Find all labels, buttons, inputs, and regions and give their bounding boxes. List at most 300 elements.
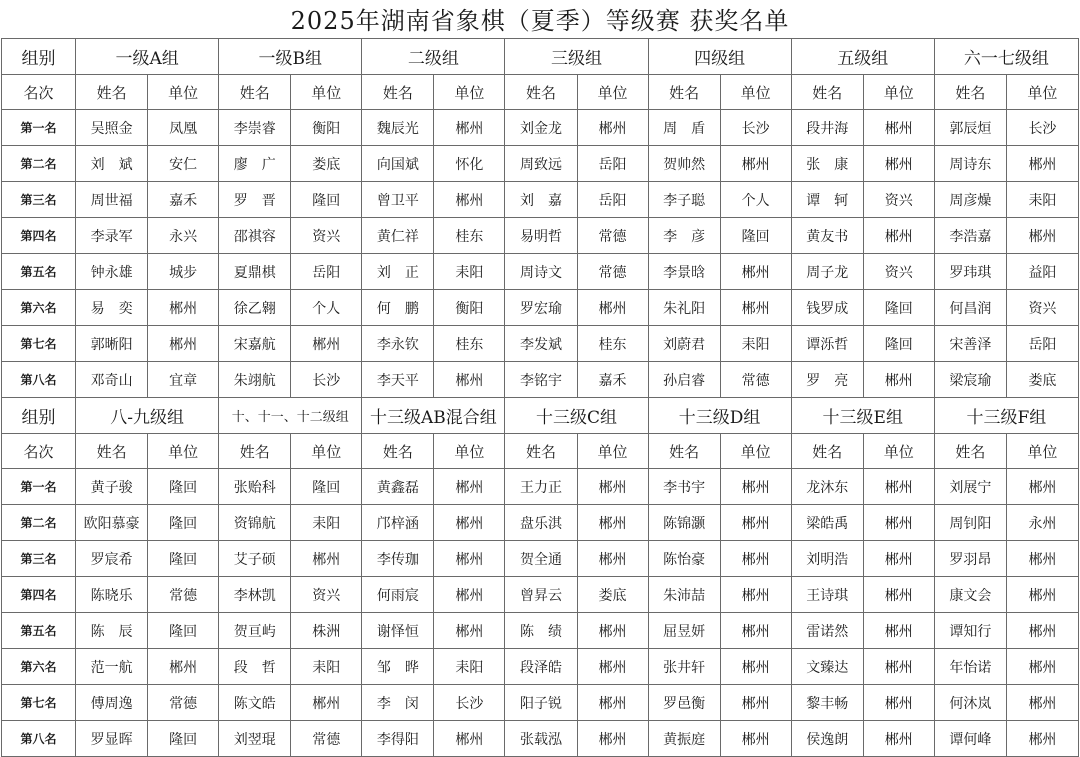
player-name: 廖 广 xyxy=(219,146,291,182)
player-unit: 耒阳 xyxy=(291,649,362,685)
player-unit: 长沙 xyxy=(434,685,505,721)
table-row xyxy=(2,505,1079,541)
player-name: 谭何峰 xyxy=(934,721,1006,757)
player-name: 资锦航 xyxy=(219,505,291,541)
player-name: 周钊阳 xyxy=(934,505,1006,541)
player-unit: 郴州 xyxy=(720,505,791,541)
player-name: 魏辰光 xyxy=(362,110,434,146)
player-name: 邹 晔 xyxy=(362,649,434,685)
unit-header: 单位 xyxy=(148,434,219,469)
player-name: 何 鹏 xyxy=(362,290,434,326)
player-name: 陈晓乐 xyxy=(76,577,148,613)
player-name: 罗显晖 xyxy=(76,721,148,757)
table-row xyxy=(2,254,1079,290)
player-unit: 长沙 xyxy=(720,110,791,146)
player-name: 夏鼎棋 xyxy=(219,254,291,290)
player-name: 罗玮琪 xyxy=(934,254,1006,290)
rank-cell: 第六名 xyxy=(2,290,76,326)
name-header: 姓名 xyxy=(934,434,1006,469)
player-name: 谭知行 xyxy=(934,613,1006,649)
player-unit: 郴州 xyxy=(863,362,934,398)
table-row xyxy=(2,218,1079,254)
rank-cell: 第二名 xyxy=(2,505,76,541)
player-name: 欧阳慕豪 xyxy=(76,505,148,541)
player-unit: 郴州 xyxy=(434,577,505,613)
player-name: 钱罗成 xyxy=(791,290,863,326)
group-name: 三级组 xyxy=(505,39,648,75)
player-name: 易明哲 xyxy=(505,218,577,254)
player-unit: 郴州 xyxy=(863,110,934,146)
player-unit: 郴州 xyxy=(577,469,648,505)
player-unit: 郴州 xyxy=(720,721,791,757)
player-unit: 隆回 xyxy=(720,218,791,254)
player-name: 邵祺容 xyxy=(219,218,291,254)
unit-header: 单位 xyxy=(720,75,791,110)
player-unit: 常德 xyxy=(720,362,791,398)
player-name: 朱礼阳 xyxy=(648,290,720,326)
player-name: 傅周逸 xyxy=(76,685,148,721)
player-unit: 郴州 xyxy=(863,505,934,541)
player-name: 徐乙翱 xyxy=(219,290,291,326)
player-name: 李崇睿 xyxy=(219,110,291,146)
table-row xyxy=(2,685,1079,721)
player-unit: 郴州 xyxy=(1006,613,1078,649)
player-unit: 个人 xyxy=(291,290,362,326)
player-unit: 郴州 xyxy=(1006,685,1078,721)
group-name: 十三级C组 xyxy=(505,398,648,434)
group-name: 四级组 xyxy=(648,39,791,75)
unit-header: 单位 xyxy=(291,434,362,469)
player-name: 罗宏瑜 xyxy=(505,290,577,326)
player-unit: 岳阳 xyxy=(577,182,648,218)
page-title: 2025年湖南省象棋（夏季）等级赛 获奖名单 xyxy=(290,7,790,35)
player-unit: 桂东 xyxy=(434,218,505,254)
name-header: 姓名 xyxy=(505,75,577,110)
player-unit: 郴州 xyxy=(1006,577,1078,613)
section-header-row xyxy=(2,398,1079,434)
group-name: 一级A组 xyxy=(76,39,219,75)
table-row xyxy=(2,362,1079,398)
rank-cell: 第三名 xyxy=(2,182,76,218)
player-unit: 郴州 xyxy=(720,577,791,613)
rank-cell: 第二名 xyxy=(2,146,76,182)
player-unit: 资兴 xyxy=(1006,290,1078,326)
player-name: 贺全通 xyxy=(505,541,577,577)
player-unit: 郴州 xyxy=(148,290,219,326)
player-name: 李林凯 xyxy=(219,577,291,613)
name-header: 姓名 xyxy=(791,434,863,469)
player-name: 周致远 xyxy=(505,146,577,182)
name-header: 姓名 xyxy=(219,75,291,110)
table-row xyxy=(2,721,1079,757)
player-name: 梁皓禹 xyxy=(791,505,863,541)
player-unit: 郴州 xyxy=(863,649,934,685)
player-unit: 隆回 xyxy=(148,613,219,649)
player-unit: 耒阳 xyxy=(434,254,505,290)
player-unit: 郴州 xyxy=(434,505,505,541)
unit-header: 单位 xyxy=(1006,75,1078,110)
player-name: 陈锦灏 xyxy=(648,505,720,541)
player-unit: 长沙 xyxy=(1006,110,1078,146)
player-unit: 郴州 xyxy=(863,218,934,254)
group-name: 十、十一、十二级组 xyxy=(219,398,362,434)
player-unit: 郴州 xyxy=(1006,146,1078,182)
group-name: 十三级F组 xyxy=(934,398,1078,434)
player-name: 陈 绩 xyxy=(505,613,577,649)
name-header: 姓名 xyxy=(76,434,148,469)
player-name: 龙沐东 xyxy=(791,469,863,505)
group-name: 十三级D组 xyxy=(648,398,791,434)
player-unit: 耒阳 xyxy=(291,505,362,541)
player-name: 李浩嘉 xyxy=(934,218,1006,254)
player-name: 张贻科 xyxy=(219,469,291,505)
player-name: 贺亘屿 xyxy=(219,613,291,649)
player-unit: 常德 xyxy=(291,721,362,757)
player-unit: 娄底 xyxy=(291,146,362,182)
player-unit: 郴州 xyxy=(577,649,648,685)
player-name: 刘金龙 xyxy=(505,110,577,146)
player-name: 王力正 xyxy=(505,469,577,505)
player-unit: 郴州 xyxy=(863,577,934,613)
player-unit: 郴州 xyxy=(1006,469,1078,505)
player-name: 吴照金 xyxy=(76,110,148,146)
table-row xyxy=(2,182,1079,218)
unit-header: 单位 xyxy=(720,434,791,469)
player-name: 罗宸希 xyxy=(76,541,148,577)
player-name: 李永钦 xyxy=(362,326,434,362)
player-name: 黄鑫磊 xyxy=(362,469,434,505)
table-row xyxy=(2,577,1079,613)
name-header: 姓名 xyxy=(791,75,863,110)
column-header-row xyxy=(2,434,1079,469)
player-name: 王诗琪 xyxy=(791,577,863,613)
player-unit: 郴州 xyxy=(148,326,219,362)
player-unit: 郴州 xyxy=(863,146,934,182)
player-unit: 衡阳 xyxy=(434,290,505,326)
player-unit: 郴州 xyxy=(434,110,505,146)
rank-cell: 第四名 xyxy=(2,577,76,613)
player-name: 刘翌琨 xyxy=(219,721,291,757)
table-row xyxy=(2,290,1079,326)
player-unit: 耒阳 xyxy=(1006,182,1078,218)
name-header: 姓名 xyxy=(648,75,720,110)
player-unit: 郴州 xyxy=(577,505,648,541)
player-name: 何昌润 xyxy=(934,290,1006,326)
player-unit: 个人 xyxy=(720,182,791,218)
player-name: 刘 斌 xyxy=(76,146,148,182)
unit-header: 单位 xyxy=(1006,434,1078,469)
player-name: 曾昇云 xyxy=(505,577,577,613)
player-unit: 郴州 xyxy=(720,541,791,577)
player-name: 刘 嘉 xyxy=(505,182,577,218)
player-name: 谭 轲 xyxy=(791,182,863,218)
rank-cell: 第七名 xyxy=(2,685,76,721)
player-unit: 郴州 xyxy=(577,685,648,721)
player-unit: 郴州 xyxy=(1006,218,1078,254)
player-name: 宋嘉航 xyxy=(219,326,291,362)
rank-cell: 第五名 xyxy=(2,613,76,649)
player-name: 李铭宇 xyxy=(505,362,577,398)
player-unit: 郴州 xyxy=(863,685,934,721)
player-unit: 隆回 xyxy=(863,290,934,326)
rank-cell: 第一名 xyxy=(2,110,76,146)
player-unit: 郴州 xyxy=(577,110,648,146)
player-unit: 郴州 xyxy=(863,469,934,505)
player-name: 段泽皓 xyxy=(505,649,577,685)
player-name: 黄振庭 xyxy=(648,721,720,757)
player-unit: 资兴 xyxy=(863,254,934,290)
rank-cell: 第一名 xyxy=(2,469,76,505)
player-name: 刘展宁 xyxy=(934,469,1006,505)
player-unit: 隆回 xyxy=(863,326,934,362)
table-row xyxy=(2,110,1079,146)
unit-header: 单位 xyxy=(863,75,934,110)
player-unit: 郴州 xyxy=(434,362,505,398)
player-name: 李 闵 xyxy=(362,685,434,721)
player-name: 屈昱妍 xyxy=(648,613,720,649)
player-unit: 郴州 xyxy=(434,613,505,649)
player-name: 郭晰阳 xyxy=(76,326,148,362)
player-name: 陈 辰 xyxy=(76,613,148,649)
player-name: 雷诺然 xyxy=(791,613,863,649)
group-label: 组别 xyxy=(2,39,76,75)
rank-header: 名次 xyxy=(2,75,76,110)
player-name: 范一航 xyxy=(76,649,148,685)
player-unit: 长沙 xyxy=(291,362,362,398)
table-row xyxy=(2,146,1079,182)
player-name: 李传珈 xyxy=(362,541,434,577)
player-unit: 耒阳 xyxy=(720,326,791,362)
player-name: 易 奕 xyxy=(76,290,148,326)
player-unit: 常德 xyxy=(148,685,219,721)
player-unit: 郴州 xyxy=(148,649,219,685)
player-unit: 益阳 xyxy=(1006,254,1078,290)
table-row xyxy=(2,649,1079,685)
player-name: 刘明浩 xyxy=(791,541,863,577)
name-header: 姓名 xyxy=(934,75,1006,110)
player-unit: 郴州 xyxy=(720,649,791,685)
player-name: 陈怡豪 xyxy=(648,541,720,577)
player-name: 阳子锐 xyxy=(505,685,577,721)
player-unit: 安仁 xyxy=(148,146,219,182)
player-unit: 郴州 xyxy=(434,721,505,757)
unit-header: 单位 xyxy=(863,434,934,469)
player-name: 李书宇 xyxy=(648,469,720,505)
player-name: 康文会 xyxy=(934,577,1006,613)
player-unit: 常德 xyxy=(577,254,648,290)
player-unit: 郴州 xyxy=(291,326,362,362)
rank-cell: 第六名 xyxy=(2,649,76,685)
player-name: 何沐岚 xyxy=(934,685,1006,721)
player-unit: 隆回 xyxy=(148,505,219,541)
player-name: 谭泺哲 xyxy=(791,326,863,362)
player-unit: 隆回 xyxy=(291,469,362,505)
name-header: 姓名 xyxy=(219,434,291,469)
player-unit: 嘉禾 xyxy=(577,362,648,398)
name-header: 姓名 xyxy=(505,434,577,469)
table-row xyxy=(2,613,1079,649)
player-unit: 岳阳 xyxy=(1006,326,1078,362)
player-unit: 永州 xyxy=(1006,505,1078,541)
unit-header: 单位 xyxy=(577,434,648,469)
player-name: 周彦燥 xyxy=(934,182,1006,218)
player-name: 黄友书 xyxy=(791,218,863,254)
rank-cell: 第八名 xyxy=(2,721,76,757)
player-unit: 衡阳 xyxy=(291,110,362,146)
player-unit: 郴州 xyxy=(720,254,791,290)
player-name: 李子聪 xyxy=(648,182,720,218)
player-name: 郭辰烜 xyxy=(934,110,1006,146)
player-unit: 资兴 xyxy=(863,182,934,218)
player-unit: 郴州 xyxy=(863,613,934,649)
player-name: 侯逸朗 xyxy=(791,721,863,757)
player-unit: 郴州 xyxy=(577,613,648,649)
player-unit: 郴州 xyxy=(1006,541,1078,577)
player-name: 黄子骏 xyxy=(76,469,148,505)
player-name: 黎丰畅 xyxy=(791,685,863,721)
name-header: 姓名 xyxy=(648,434,720,469)
player-name: 黄仁祥 xyxy=(362,218,434,254)
player-name: 李得阳 xyxy=(362,721,434,757)
player-name: 邝梓涵 xyxy=(362,505,434,541)
player-name: 贺帅然 xyxy=(648,146,720,182)
group-name: 五级组 xyxy=(791,39,934,75)
player-unit: 资兴 xyxy=(291,218,362,254)
player-unit: 郴州 xyxy=(863,721,934,757)
group-label: 组别 xyxy=(2,398,76,434)
player-unit: 桂东 xyxy=(434,326,505,362)
rank-cell: 第五名 xyxy=(2,254,76,290)
player-unit: 资兴 xyxy=(291,577,362,613)
name-header: 姓名 xyxy=(76,75,148,110)
table-row xyxy=(2,326,1079,362)
player-unit: 岳阳 xyxy=(577,146,648,182)
player-name: 钟永雄 xyxy=(76,254,148,290)
unit-header: 单位 xyxy=(434,75,505,110)
player-unit: 城步 xyxy=(148,254,219,290)
player-name: 向国斌 xyxy=(362,146,434,182)
section-header-row xyxy=(2,39,1079,75)
player-unit: 郴州 xyxy=(1006,721,1078,757)
rank-cell: 第三名 xyxy=(2,541,76,577)
player-unit: 郴州 xyxy=(434,182,505,218)
player-name: 宋善泽 xyxy=(934,326,1006,362)
player-unit: 隆回 xyxy=(148,541,219,577)
group-name: 二级组 xyxy=(362,39,505,75)
player-name: 张井轩 xyxy=(648,649,720,685)
player-unit: 宜章 xyxy=(148,362,219,398)
player-name: 罗邑衡 xyxy=(648,685,720,721)
player-name: 周诗文 xyxy=(505,254,577,290)
unit-header: 单位 xyxy=(434,434,505,469)
player-unit: 耒阳 xyxy=(434,649,505,685)
group-name: 十三级AB混合组 xyxy=(362,398,505,434)
player-name: 文臻达 xyxy=(791,649,863,685)
group-name: 一级B组 xyxy=(219,39,362,75)
player-unit: 郴州 xyxy=(720,146,791,182)
player-name: 朱翊航 xyxy=(219,362,291,398)
player-name: 孙启睿 xyxy=(648,362,720,398)
player-name: 段井海 xyxy=(791,110,863,146)
player-name: 罗 亮 xyxy=(791,362,863,398)
player-unit: 郴州 xyxy=(720,469,791,505)
player-name: 梁宸瑜 xyxy=(934,362,1006,398)
player-name: 李录军 xyxy=(76,218,148,254)
player-name: 罗 晋 xyxy=(219,182,291,218)
player-unit: 常德 xyxy=(577,218,648,254)
column-header-row xyxy=(2,75,1079,110)
player-unit: 嘉禾 xyxy=(148,182,219,218)
table-row xyxy=(2,541,1079,577)
player-unit: 郴州 xyxy=(720,613,791,649)
player-name: 李景晗 xyxy=(648,254,720,290)
player-unit: 郴州 xyxy=(291,541,362,577)
player-unit: 郴州 xyxy=(720,685,791,721)
player-unit: 郴州 xyxy=(577,541,648,577)
player-name: 朱沛喆 xyxy=(648,577,720,613)
player-name: 年怡诺 xyxy=(934,649,1006,685)
rank-cell: 第四名 xyxy=(2,218,76,254)
player-name: 周子龙 xyxy=(791,254,863,290)
player-name: 罗羽昂 xyxy=(934,541,1006,577)
player-unit: 岳阳 xyxy=(291,254,362,290)
player-unit: 郴州 xyxy=(720,290,791,326)
group-name: 十三级E组 xyxy=(791,398,934,434)
player-unit: 郴州 xyxy=(577,721,648,757)
player-name: 张 康 xyxy=(791,146,863,182)
player-unit: 株洲 xyxy=(291,613,362,649)
player-name: 张载泓 xyxy=(505,721,577,757)
table-row xyxy=(2,469,1079,505)
rank-cell: 第七名 xyxy=(2,326,76,362)
player-unit: 隆回 xyxy=(148,721,219,757)
player-unit: 常德 xyxy=(148,577,219,613)
player-unit: 凤凰 xyxy=(148,110,219,146)
rank-cell: 第八名 xyxy=(2,362,76,398)
player-unit: 郴州 xyxy=(291,685,362,721)
name-header: 姓名 xyxy=(362,75,434,110)
player-name: 艾子硕 xyxy=(219,541,291,577)
name-header: 姓名 xyxy=(362,434,434,469)
player-unit: 娄底 xyxy=(577,577,648,613)
player-unit: 隆回 xyxy=(148,469,219,505)
player-name: 周诗东 xyxy=(934,146,1006,182)
unit-header: 单位 xyxy=(291,75,362,110)
unit-header: 单位 xyxy=(148,75,219,110)
player-name: 邓奇山 xyxy=(76,362,148,398)
player-name: 周世福 xyxy=(76,182,148,218)
player-name: 刘 正 xyxy=(362,254,434,290)
player-unit: 郴州 xyxy=(434,469,505,505)
player-unit: 郴州 xyxy=(1006,649,1078,685)
player-name: 李天平 xyxy=(362,362,434,398)
player-unit: 隆回 xyxy=(291,182,362,218)
player-unit: 郴州 xyxy=(577,290,648,326)
player-name: 谢怿恒 xyxy=(362,613,434,649)
player-unit: 郴州 xyxy=(434,541,505,577)
player-name: 李发斌 xyxy=(505,326,577,362)
group-name: 八-九级组 xyxy=(76,398,219,434)
awards-table xyxy=(1,38,1079,757)
player-name: 何雨宸 xyxy=(362,577,434,613)
player-unit: 怀化 xyxy=(434,146,505,182)
unit-header: 单位 xyxy=(577,75,648,110)
player-unit: 桂东 xyxy=(577,326,648,362)
player-unit: 娄底 xyxy=(1006,362,1078,398)
player-name: 曾卫平 xyxy=(362,182,434,218)
player-name: 李 彦 xyxy=(648,218,720,254)
player-unit: 郴州 xyxy=(863,541,934,577)
